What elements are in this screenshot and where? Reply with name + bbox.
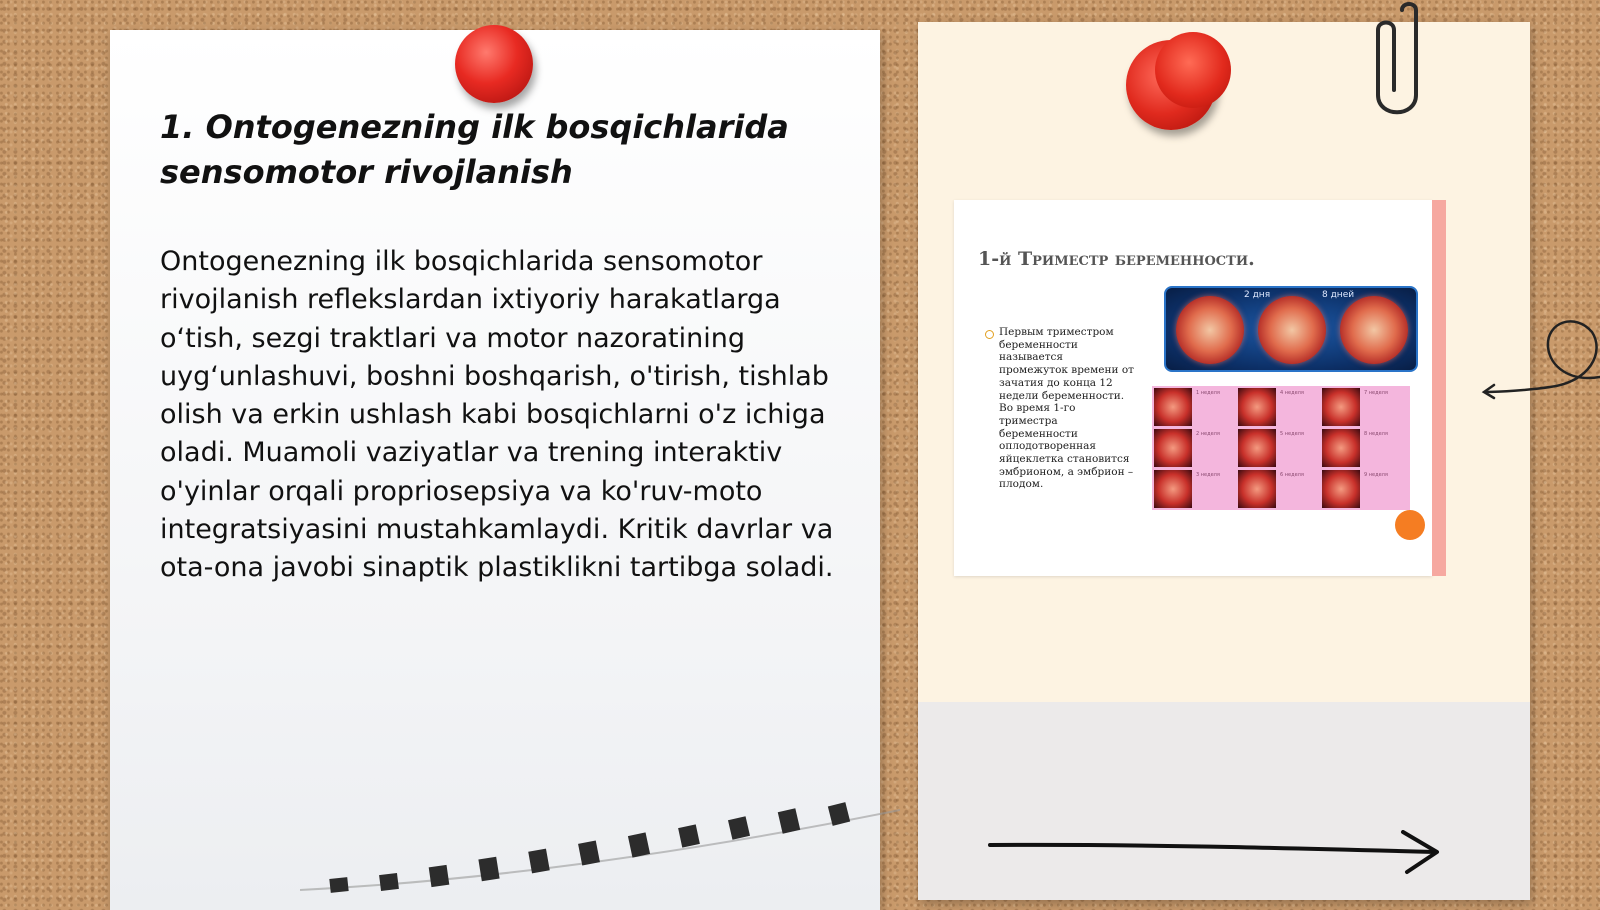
grid-label: 9 неделя bbox=[1364, 472, 1388, 478]
arrow-right-icon bbox=[985, 830, 1445, 875]
grid-image bbox=[1238, 470, 1276, 508]
curly-arrow-icon bbox=[1480, 312, 1600, 407]
slide-title: 1-й Триместр беременности. bbox=[978, 248, 1255, 270]
grid-image bbox=[1322, 429, 1360, 467]
grid-image bbox=[1322, 388, 1360, 426]
grid-image bbox=[1154, 470, 1192, 508]
grid-label: 1 неделя bbox=[1196, 390, 1220, 396]
push-pin-icon bbox=[455, 25, 533, 103]
grid-label: 2 неделя bbox=[1196, 431, 1220, 437]
embryo-weeks-grid bbox=[1152, 386, 1410, 510]
page-title: 1. Ontogenezning ilk bosqichlarida sensomotor rivojlanish bbox=[160, 108, 789, 191]
spiral-binding bbox=[300, 790, 900, 900]
embedded-slide-image bbox=[954, 200, 1432, 576]
image-label: 8 дней bbox=[1322, 290, 1355, 300]
grid-image bbox=[1154, 429, 1192, 467]
body-paragraph: Ontogenezning ilk bosqichlarida sensomotor rivojlanish reflekslardan ixtiyoriy harakatlarga o‘tish, sezgi traktlari va motor nazoratining uyg‘unlashuvi, boshni boshqarish, o'tirish, tishlab olish va erkin ushlash kabi bosqichlarni o'z ichiga oladi. Muamoli vaziyatlar va trening interaktiv o'yinlar orqali propriosepsiya va ko'ruv-moto integratsiyasini mustahkamlaydi. Kritik davrlar va ota-ona javobi sinaptik plastiklikni tartibga soladi. bbox=[160, 246, 834, 584]
slide-bullet-text: Первым триместром беременности называется промежуток времени от зачатия до конца 12 недели беременности. Во время 1-го триместра беременности оплодотворенная яйцеклетка становится эмбрионом, а эмбрион – плодом. bbox=[999, 326, 1134, 491]
slide-accent-stripe bbox=[1432, 200, 1446, 576]
cell-image bbox=[1340, 296, 1408, 364]
grid-image bbox=[1154, 388, 1192, 426]
grid-label: 4 неделя bbox=[1280, 390, 1304, 396]
grid-label: 6 неделя bbox=[1280, 472, 1304, 478]
grid-label: 3 неделя bbox=[1196, 472, 1220, 478]
slide-accent-dot bbox=[1395, 510, 1425, 540]
embryo-cell-division-image bbox=[1164, 286, 1418, 372]
grid-image bbox=[1238, 388, 1276, 426]
cell-image bbox=[1176, 296, 1244, 364]
grid-label: 8 неделя bbox=[1364, 431, 1388, 437]
image-label: 2 дня bbox=[1244, 290, 1271, 300]
grid-image bbox=[1322, 470, 1360, 508]
bullet-icon bbox=[985, 330, 994, 339]
grid-label: 7 неделя bbox=[1364, 390, 1388, 396]
cell-image bbox=[1258, 296, 1326, 364]
grid-image bbox=[1238, 429, 1276, 467]
push-pin-icon bbox=[1155, 32, 1231, 108]
grid-label: 5 неделя bbox=[1280, 431, 1304, 437]
paperclip-icon bbox=[1372, 0, 1422, 125]
